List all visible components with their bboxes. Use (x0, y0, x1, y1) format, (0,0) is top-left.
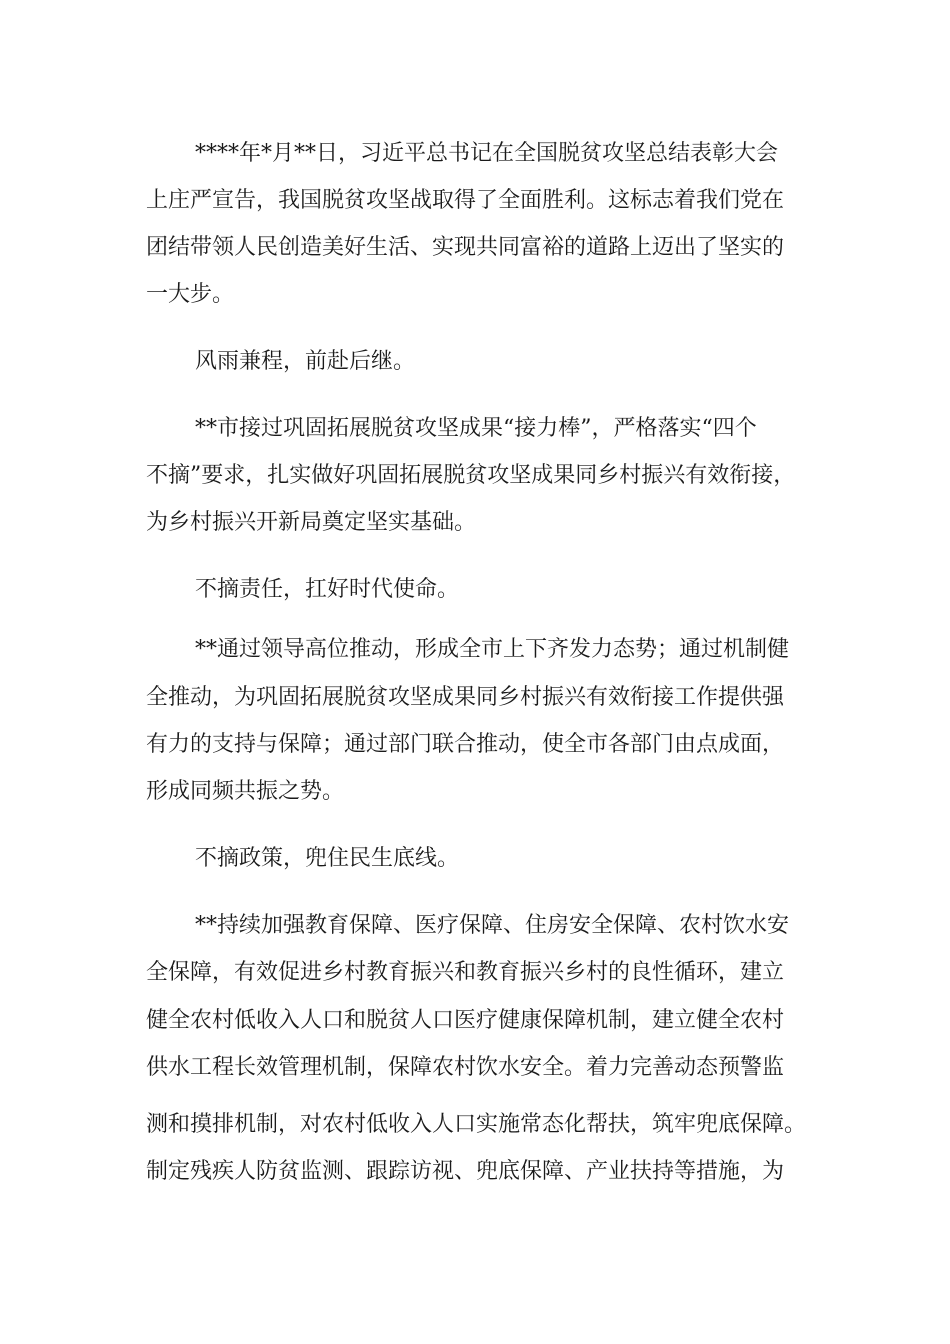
paragraph-3-line-3: 为乡村振兴开新局奠定坚实基础。 (146, 510, 477, 535)
paragraph-7-line-6: 制定残疾人防贫监测、跟踪访视、兜底保障、产业扶持等措施，为 (146, 1159, 785, 1184)
paragraph-7-line-4: 供水工程长效管理机制，保障农村饮水安全。着力完善动态预警监 (146, 1055, 785, 1080)
paragraph-1-line-1: ****年*月**日，习近平总书记在全国脱贫攻坚总结表彰大会 (195, 141, 779, 166)
paragraph-3-line-2: 不摘”要求，扎实做好巩固拓展脱贫攻坚成果同乡村振兴有效衔接， (146, 463, 796, 488)
paragraph-6-line-1: 不摘政策，兜住民生底线。 (195, 846, 460, 871)
paragraph-2-line-1: 风雨兼程，前赴后继。 (195, 349, 416, 374)
paragraph-5-line-2: 全推动，为巩固拓展脱贫攻坚成果同乡村振兴有效衔接工作提供强 (146, 685, 785, 710)
paragraph-1-line-4: 一大步。 (146, 282, 235, 307)
paragraph-1-line-2: 上庄严宣告，我国脱贫攻坚战取得了全面胜利。这标志着我们党在 (146, 188, 785, 213)
paragraph-7-line-3: 健全农村低收入人口和脱贫人口医疗健康保障机制，建立健全农村 (146, 1008, 785, 1033)
paragraph-7-line-1: **持续加强教育保障、医疗保障、住房安全保障、农村饮水安 (195, 913, 790, 938)
paragraph-4-line-1: 不摘责任，扛好时代使命。 (195, 577, 460, 602)
paragraph-5-line-3: 有力的支持与保障；通过部门联合推动，使全市各部门由点成面， (146, 732, 785, 757)
paragraph-7-line-2: 全保障，有效促进乡村教育振兴和教育振兴乡村的良性循环，建立 (146, 960, 785, 985)
paragraph-1-line-3: 团结带领人民创造美好生活、实现共同富裕的道路上迈出了坚实的 (146, 235, 785, 260)
paragraph-5-line-4: 形成同频共振之势。 (146, 779, 345, 804)
paragraph-7-line-5: 测和摸排机制，对农村低收入人口实施常态化帮扶，筑牢兜底保障。 (146, 1112, 807, 1137)
paragraph-5-line-1: **通过领导高位推动，形成全市上下齐发力态势；通过机制健 (195, 637, 790, 662)
paragraph-3-line-1: **市接过巩固拓展脱贫攻坚成果“接力棒”，严格落实“四个 (195, 416, 757, 441)
